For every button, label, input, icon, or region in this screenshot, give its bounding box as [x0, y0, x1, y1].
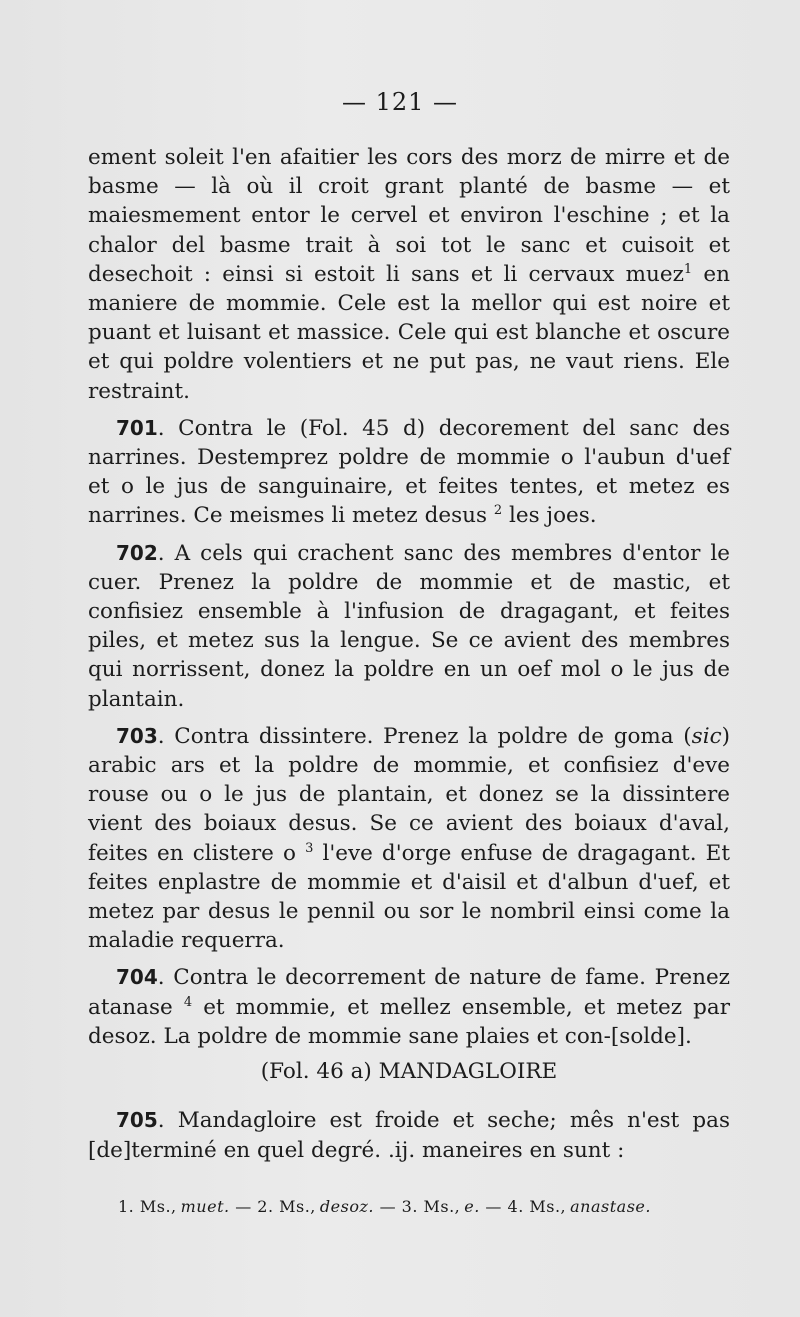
intro-line: oscure et qui poldre volentiers et ne put pas, ne vaut — [88, 320, 730, 375]
intro-line: ement soleit l'en afaitier les cors des morz de mirre — [88, 145, 666, 170]
footnote-value: desoz. — [319, 1197, 374, 1216]
intro-line: et desechoit : einsi si estoit li sans et li cervaux muez — [88, 232, 730, 287]
footnote-label: — 4. Ms., — [485, 1197, 567, 1216]
entry-704 — [88, 963, 730, 1051]
entry-number: 704 — [116, 965, 158, 990]
intro-line: et de basme — là où il croit grant planté de basme — — [88, 145, 731, 200]
entry-text: et mommie, et mellez ensemble, et metez par desoz. La poldre de mommie sane plaies et con-[solde]. — [88, 994, 730, 1049]
section-heading: (Fol. 46 a) MANDAGLOIRE — [260, 1059, 558, 1085]
entry-text: ) arabic ars et la poldre de mommie, et confisiez d'eve rouse ou o le jus de plantain, et donez se la dissintere vient des boiaux desus. Se ce avient des boiaux d'aval, feites en clistere o — [88, 723, 730, 866]
footnote-ref: 4 — [183, 994, 193, 1010]
footnote-value: e. — [464, 1197, 480, 1216]
sic-annotation: sic — [691, 723, 722, 749]
footnote-label: 1. Ms., — [118, 1197, 177, 1216]
entry-number: 702 — [116, 540, 158, 565]
entry-text: les joes. — [508, 503, 597, 529]
entry-number: 701 — [116, 415, 158, 440]
entry-703 — [88, 722, 730, 956]
entry-text: . Contra dissintere. Prenez la poldre de goma ( — [157, 723, 692, 749]
entry-text: . Mandagloire est froide et seche; mês n'est pas [de]terminé en quel degré. .ij. maneires en sunt : — [88, 1108, 730, 1163]
footnote-ref: 3 — [305, 840, 314, 856]
footnote-ref: 1 — [683, 261, 693, 277]
intro-paragraph — [88, 143, 730, 406]
footnote-value: anastase. — [570, 1197, 651, 1216]
entry-text: . Contra le decorrement de nature de fame. Prenez atanase — [88, 965, 730, 1020]
footnote-ref: 2 — [493, 503, 503, 519]
intro-line: et puant et luisant et massice. Cele qui est blanche et — [88, 291, 730, 346]
page-number: — 121 — — [341, 88, 459, 116]
entry-text: . Contra le (Fol. 45 d) decorement del sanc des narrines. Destemprez poldre de mommie o l'aubun d'uef et o le jus de sanguinaire, et feites tentes, et metez es narrines. Ce meismes li metez desus — [88, 415, 730, 529]
entry-text: l'eve d'orge enfuse de dragagant. Et feites enplastre de mommie et d'aisil et d'albun d'uef, et metez par desus le pennil ou sor le nombril einsi come la maladie requerra. — [88, 840, 730, 954]
entry-705 — [88, 1106, 730, 1164]
entry-text: . A cels qui crachent sanc des membres d'entor le cuer. Prenez la poldre de mommie et de mastic, et confisiez ensemble à l'infusion de dragagant, et feites piles, et metez sus la lengue. Se ce avient des membres qui norrissent, donez la poldre en un oef mol o le jus de plantain. — [88, 540, 730, 712]
footnotes — [118, 1197, 738, 1216]
intro-line: en maniere de mommie. Cele est la mellor qui est noire — [88, 261, 730, 317]
page-body — [88, 143, 730, 1165]
intro-line: riens. Ele restraint. — [88, 349, 730, 404]
entry-701 — [88, 414, 730, 531]
intro-line: et maiesmement entor le cervel et environ l'eschine ; — [88, 174, 730, 229]
footnote-label: — 3. Ms., — [379, 1197, 461, 1216]
entry-number: 705 — [116, 1108, 158, 1133]
footnote-label: — 2. Ms., — [235, 1197, 316, 1216]
entry-702 — [88, 539, 730, 714]
intro-line: et la chalor del basme trait à soi tot le sanc et cuisoit — [88, 203, 730, 258]
footnote-value: muet. — [180, 1197, 230, 1216]
entry-number: 703 — [116, 723, 158, 748]
